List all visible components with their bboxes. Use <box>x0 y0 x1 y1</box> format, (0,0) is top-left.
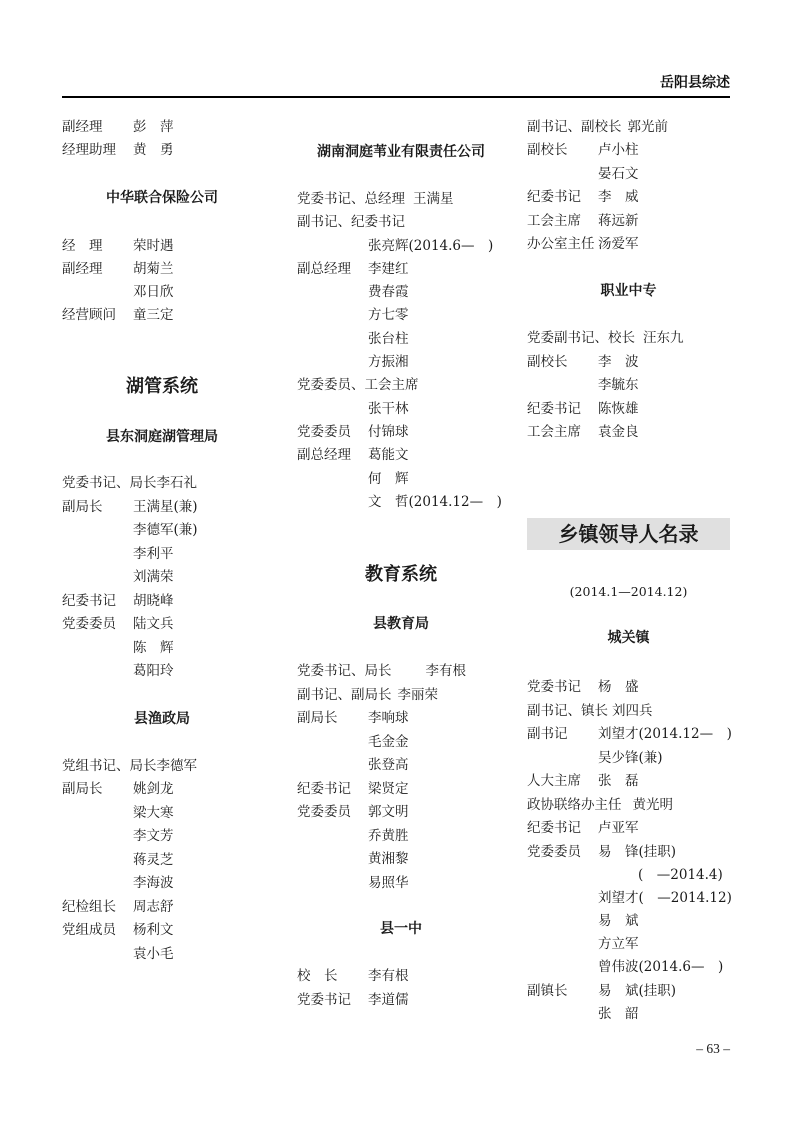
entry <box>527 353 639 371</box>
entry-title: 工会主席 <box>527 424 581 440</box>
entry-name: 葛阳玲 <box>133 663 174 679</box>
entry-title: 经营顾问 <box>62 307 116 323</box>
entry <box>133 545 174 563</box>
entry-title: 校 长 <box>297 968 338 984</box>
entry <box>62 474 197 492</box>
entry-title: 副书记、镇长 <box>527 703 608 719</box>
entry-title: 副局长 <box>62 499 103 515</box>
entry-title: 副总经理 <box>297 261 351 277</box>
entry-name: 易 斌(挂职) <box>598 983 677 999</box>
entry-title: 副局长 <box>297 710 338 726</box>
entry-name: 曾伟波(2014.6— ) <box>598 959 724 975</box>
entry <box>62 237 174 255</box>
entry <box>368 874 409 892</box>
header-rule <box>62 96 730 98</box>
entry-title: 党委委员 <box>527 844 581 860</box>
section-heading: 湖南洞庭苇业有限责任公司 <box>317 144 485 160</box>
entry <box>598 912 639 930</box>
entry-name: 张 磊 <box>598 773 639 789</box>
entry-name: 周志舒 <box>133 899 174 915</box>
entry-title: 工会主席 <box>527 213 581 229</box>
entry <box>297 260 409 278</box>
entry <box>527 772 639 790</box>
entry <box>598 866 723 884</box>
entry-title: 经 理 <box>62 238 103 254</box>
entry-title: 党组书记、局长 <box>62 758 157 774</box>
entry-name: 汪东九 <box>643 330 684 346</box>
entry-name: 易 锋(挂职) <box>598 844 677 860</box>
entry-name: 葛能文 <box>368 447 409 463</box>
entry-title: 党委书记 <box>527 679 581 695</box>
entry-name: 陈 辉 <box>133 640 174 656</box>
entry <box>598 935 639 953</box>
entry-name: 黄 勇 <box>133 142 174 158</box>
entry-name: 张台柱 <box>368 331 409 347</box>
entry <box>598 165 639 183</box>
entry-title: 纪委书记 <box>527 401 581 417</box>
entry <box>368 353 409 371</box>
entry <box>527 796 673 814</box>
entry-name: 李德军 <box>156 758 197 774</box>
entry <box>62 757 197 775</box>
entry <box>297 803 409 821</box>
entry-name: 李建红 <box>368 261 409 277</box>
entry <box>527 982 676 1000</box>
entry-name: 李丽荣 <box>397 687 438 703</box>
entry <box>297 376 419 394</box>
entry-title: 副书记、副校长 <box>527 119 622 135</box>
entry-name: 黄湘黎 <box>368 851 409 867</box>
entry <box>527 118 668 136</box>
entry <box>133 804 174 822</box>
entry-title: 副书记、纪委书记 <box>297 214 405 230</box>
entry <box>598 376 639 394</box>
entry-name: 王满星 <box>413 191 454 207</box>
entry-title: 党委委员 <box>297 804 351 820</box>
entry-name: 方振湘 <box>368 354 409 370</box>
entry <box>527 423 639 441</box>
entry-name: 何 辉 <box>368 471 409 487</box>
entry <box>133 874 174 892</box>
entry-name: 蒋远新 <box>598 213 639 229</box>
entry <box>368 400 409 418</box>
entry-name: 姚剑龙 <box>133 781 174 797</box>
entry <box>368 493 502 511</box>
entry <box>297 423 409 441</box>
entry-name: 陈恢雄 <box>598 401 639 417</box>
entry-name: 张亮辉(2014.6— ) <box>368 238 494 254</box>
entry <box>527 678 639 696</box>
entry-name: 易 斌 <box>598 913 639 929</box>
entry <box>527 702 653 720</box>
entry-name: 费春霞 <box>368 284 409 300</box>
entry-name: 刘四兵 <box>612 703 653 719</box>
entry-name: 方立军 <box>598 936 639 952</box>
entry-title: 副镇长 <box>527 983 568 999</box>
entry-title: 党委副书记、校长 <box>527 330 635 346</box>
system-heading: 湖管系统 <box>126 376 198 397</box>
entry <box>297 686 438 704</box>
entry <box>62 141 174 159</box>
entry-name: 梁大寒 <box>133 805 174 821</box>
entry <box>368 237 493 255</box>
entry-title: 副校长 <box>527 142 568 158</box>
entry <box>62 780 174 798</box>
entry <box>368 827 409 845</box>
entry-name: 毛金金 <box>368 734 409 750</box>
entry <box>133 283 174 301</box>
entry-name: 卢亚军 <box>598 820 639 836</box>
entry-name: 吴少锋(兼) <box>598 750 663 766</box>
entry <box>527 843 676 861</box>
section-heading: 县教育局 <box>373 616 429 632</box>
entry-name: 蒋灵芝 <box>133 852 174 868</box>
entry-name: 杨 盛 <box>598 679 639 695</box>
entry-name: ( —2014.4) <box>638 867 723 883</box>
entry-name: 彭 萍 <box>133 119 174 135</box>
entry <box>133 827 174 845</box>
entry-name: 郭文明 <box>368 804 409 820</box>
entry <box>297 446 409 464</box>
system-heading: 教育系统 <box>365 564 437 585</box>
entry-name: 刘望才(2014.12— ) <box>598 726 732 742</box>
entry-name: 易照华 <box>368 875 409 891</box>
entry-name: 李有根 <box>368 968 409 984</box>
entry-name: 王满星(兼) <box>133 499 198 515</box>
entry-title: 纪检组长 <box>62 899 116 915</box>
entry-name: 李 波 <box>598 354 639 370</box>
township-leaders-banner: 乡镇领导人名录 <box>527 518 730 550</box>
running-title: 岳阳县综述 <box>660 75 730 91</box>
entry-title: 政协联络办主任 <box>527 797 622 813</box>
entry-name: 李利平 <box>133 546 174 562</box>
entry-title: 党委书记、总经理 <box>297 191 405 207</box>
entry-name: 李响球 <box>368 710 409 726</box>
entry-name: 张 韶 <box>598 1006 639 1022</box>
entry-name: 李石礼 <box>156 475 197 491</box>
entry-title: 党委委员 <box>297 424 351 440</box>
entry-name: 邓日欣 <box>133 284 174 300</box>
entry <box>368 306 409 324</box>
entry-name: 陆文兵 <box>133 616 174 632</box>
entry <box>297 662 466 680</box>
entry <box>598 958 723 976</box>
entry-name: 荣时遇 <box>133 238 174 254</box>
entry-name: 文 哲(2014.12— ) <box>368 494 502 510</box>
entry-title: 党委书记、局长 <box>297 663 392 679</box>
entry-title: 纪委书记 <box>297 781 351 797</box>
entry-title: 副经理 <box>62 261 103 277</box>
entry <box>598 749 663 767</box>
entry-name: 梁贤定 <box>368 781 409 797</box>
entry-name: 杨利文 <box>133 922 174 938</box>
entry-title: 党委书记、局长 <box>62 475 157 491</box>
entry-title: 副书记、副局长 <box>297 687 392 703</box>
entry-name: 黄光明 <box>632 797 673 813</box>
entry-name: 汤爱军 <box>598 236 639 252</box>
entry-name: 袁金良 <box>598 424 639 440</box>
entry-name: 郭光前 <box>627 119 668 135</box>
entry <box>62 260 174 278</box>
entry <box>62 898 174 916</box>
entry <box>368 850 409 868</box>
entry <box>598 1005 639 1023</box>
entry <box>297 780 409 798</box>
entry-name: 李德军(兼) <box>133 522 198 538</box>
entry-title: 纪委书记 <box>527 189 581 205</box>
entry <box>133 851 174 869</box>
entry-name: 李海波 <box>133 875 174 891</box>
entry-name: 李文芳 <box>133 828 174 844</box>
entry <box>297 967 409 985</box>
entry <box>527 400 639 418</box>
entry-title: 纪委书记 <box>527 820 581 836</box>
entry <box>133 639 174 657</box>
date-range: (2014.1—2014.12) <box>569 584 688 599</box>
entry-name: 张登高 <box>368 757 409 773</box>
entry <box>368 330 409 348</box>
entry <box>133 662 174 680</box>
entry <box>368 283 409 301</box>
section-heading: 职业中专 <box>600 283 657 299</box>
entry-name: 刘满荣 <box>133 569 174 585</box>
entry <box>297 991 409 1009</box>
entry <box>297 190 454 208</box>
entry-title: 人大主席 <box>527 773 581 789</box>
entry <box>133 568 174 586</box>
section-heading: 县东洞庭湖管理局 <box>106 429 218 445</box>
entry-name: 张干林 <box>368 401 409 417</box>
entry-name: 乔黄胜 <box>368 828 409 844</box>
entry-name: 付锦球 <box>368 424 409 440</box>
entry-name: 李有根 <box>425 663 466 679</box>
entry <box>527 212 639 230</box>
entry-name: 刘望才( —2014.12) <box>598 890 732 906</box>
entry-title: 副校长 <box>527 354 568 370</box>
entry-name: 袁小毛 <box>133 946 174 962</box>
entry-name: 方七零 <box>368 307 409 323</box>
entry <box>527 329 684 347</box>
entry <box>62 306 174 324</box>
entry-title: 经理助理 <box>62 142 116 158</box>
entry <box>133 521 198 539</box>
entry-title: 办公室主任 <box>527 236 595 252</box>
entry-title: 党组成员 <box>62 922 116 938</box>
entry <box>62 498 198 516</box>
entry-name: 胡菊兰 <box>133 261 174 277</box>
entry <box>527 725 732 743</box>
entry <box>527 819 639 837</box>
section-heading: 县一中 <box>380 921 422 937</box>
entry-name: 晏石文 <box>598 166 639 182</box>
entry <box>62 592 174 610</box>
entry-name: 卢小柱 <box>598 142 639 158</box>
entry-name: 李毓东 <box>598 377 639 393</box>
entry-title: 党委书记 <box>297 992 351 1008</box>
entry <box>297 709 409 727</box>
entry-name: 李道儒 <box>368 992 409 1008</box>
page-number: – 63 – <box>696 1041 730 1056</box>
entry-title: 党委委员 <box>62 616 116 632</box>
entry-title: 党委委员、工会主席 <box>297 377 419 393</box>
entry <box>62 615 174 633</box>
section-heading: 中华联合保险公司 <box>106 190 218 206</box>
entry <box>527 141 639 159</box>
entry <box>297 213 405 231</box>
entry <box>598 889 732 907</box>
entry-title: 副经理 <box>62 119 103 135</box>
entry-title: 副总经理 <box>297 447 351 463</box>
entry-name: 童三定 <box>133 307 174 323</box>
entry <box>368 470 409 488</box>
entry-name: 李 威 <box>598 189 639 205</box>
entry <box>527 235 639 253</box>
entry-title: 纪委书记 <box>62 593 116 609</box>
entry-title: 副局长 <box>62 781 103 797</box>
entry-name: 胡晓峰 <box>133 593 174 609</box>
entry <box>368 756 409 774</box>
section-heading: 城关镇 <box>607 630 650 646</box>
entry <box>368 733 409 751</box>
section-heading: 县渔政局 <box>134 711 190 727</box>
entry <box>62 118 174 136</box>
entry-title: 副书记 <box>527 726 568 742</box>
entry <box>133 945 174 963</box>
entry <box>62 921 174 939</box>
entry <box>527 188 639 206</box>
